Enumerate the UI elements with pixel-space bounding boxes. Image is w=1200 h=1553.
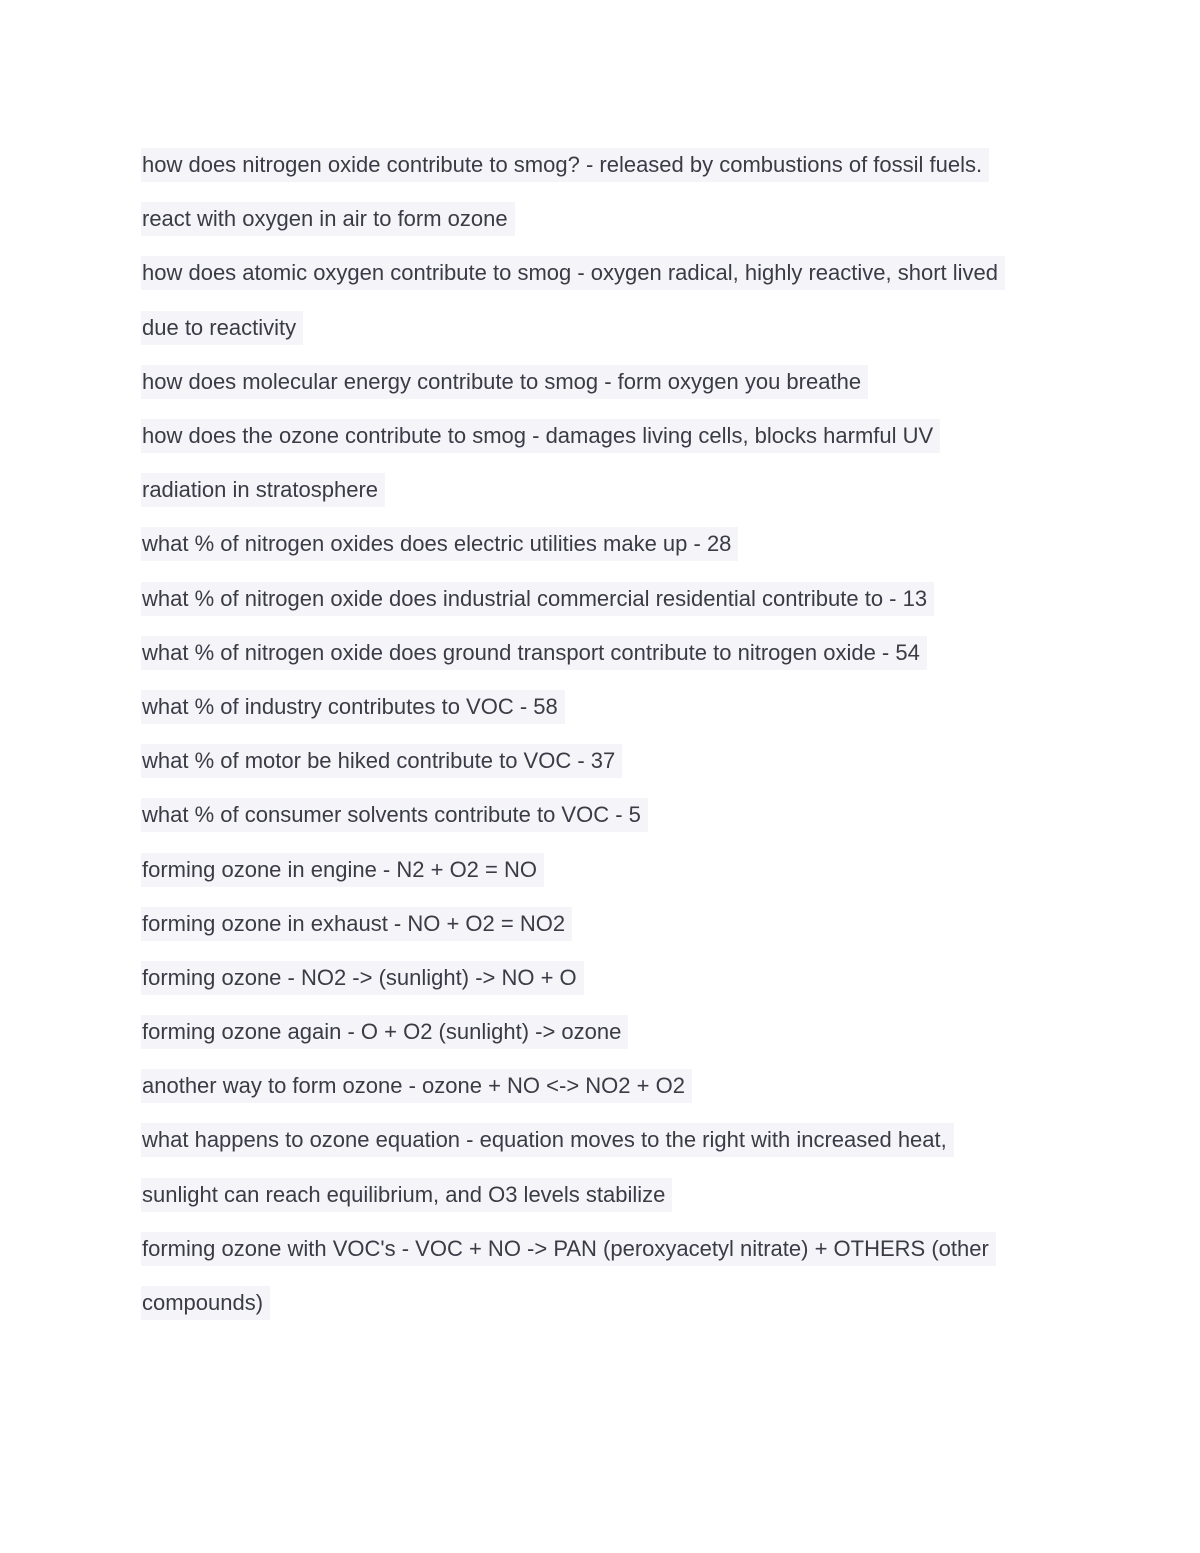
text-line — [141, 355, 1071, 409]
text-line — [141, 463, 1071, 517]
text-line — [141, 517, 1071, 571]
text-line — [141, 192, 1071, 246]
highlighted-text: how does molecular energy contribute to smog - form oxygen you breathe — [141, 365, 868, 399]
highlighted-text: radiation in stratosphere — [141, 473, 385, 507]
highlighted-text: what % of industry contributes to VOC - 58 — [141, 690, 565, 724]
highlighted-text: what % of consumer solvents contribute to VOC - 5 — [141, 798, 648, 832]
text-line — [141, 301, 1071, 355]
text-line — [141, 897, 1071, 951]
highlighted-text: how does the ozone contribute to smog - damages living cells, blocks harmful UV — [141, 419, 940, 453]
highlighted-text: sunlight can reach equilibrium, and O3 levels stabilize — [141, 1178, 672, 1212]
highlighted-text: forming ozone in exhaust - NO + O2 = NO2 — [141, 907, 572, 941]
highlighted-text: due to reactivity — [141, 311, 303, 345]
highlighted-text: another way to form ozone - ozone + NO <-> NO2 + O2 — [141, 1069, 692, 1103]
text-line — [141, 842, 1071, 896]
text-line — [141, 246, 1071, 300]
highlighted-text: forming ozone with VOC's - VOC + NO -> PAN (peroxyacetyl nitrate) + OTHERS (other — [141, 1232, 996, 1266]
highlighted-text: what % of nitrogen oxides does electric utilities make up - 28 — [141, 527, 738, 561]
highlighted-text: forming ozone in engine - N2 + O2 = NO — [141, 853, 544, 887]
highlighted-text: compounds) — [141, 1286, 270, 1320]
highlighted-text: what % of nitrogen oxide does ground transport contribute to nitrogen oxide - 54 — [141, 636, 927, 670]
highlighted-text: how does atomic oxygen contribute to smog - oxygen radical, highly reactive, short lived — [141, 256, 1005, 290]
text-line — [141, 572, 1071, 626]
highlighted-text: what % of nitrogen oxide does industrial commercial residential contribute to - 13 — [141, 582, 934, 616]
text-line — [141, 734, 1071, 788]
text-line — [141, 951, 1071, 1005]
text-line — [141, 1059, 1071, 1113]
text-line — [141, 1222, 1071, 1276]
text-line — [141, 1168, 1071, 1222]
text-line — [141, 409, 1071, 463]
highlighted-text: how does nitrogen oxide contribute to smog? - released by combustions of fossil fuels. — [141, 148, 989, 182]
text-line — [141, 1276, 1071, 1330]
text-line — [141, 138, 1071, 192]
highlighted-text: what happens to ozone equation - equation moves to the right with increased heat, — [141, 1123, 954, 1157]
text-line — [141, 680, 1071, 734]
text-body — [141, 138, 1071, 1330]
highlighted-text: forming ozone - NO2 -> (sunlight) -> NO + O — [141, 961, 584, 995]
text-line — [141, 1113, 1071, 1167]
highlighted-text: forming ozone again - O + O2 (sunlight) -> ozone — [141, 1015, 628, 1049]
text-line — [141, 1005, 1071, 1059]
highlighted-text: what % of motor be hiked contribute to VOC - 37 — [141, 744, 622, 778]
highlighted-text: react with oxygen in air to form ozone — [141, 202, 515, 236]
text-line — [141, 788, 1071, 842]
text-line — [141, 626, 1071, 680]
